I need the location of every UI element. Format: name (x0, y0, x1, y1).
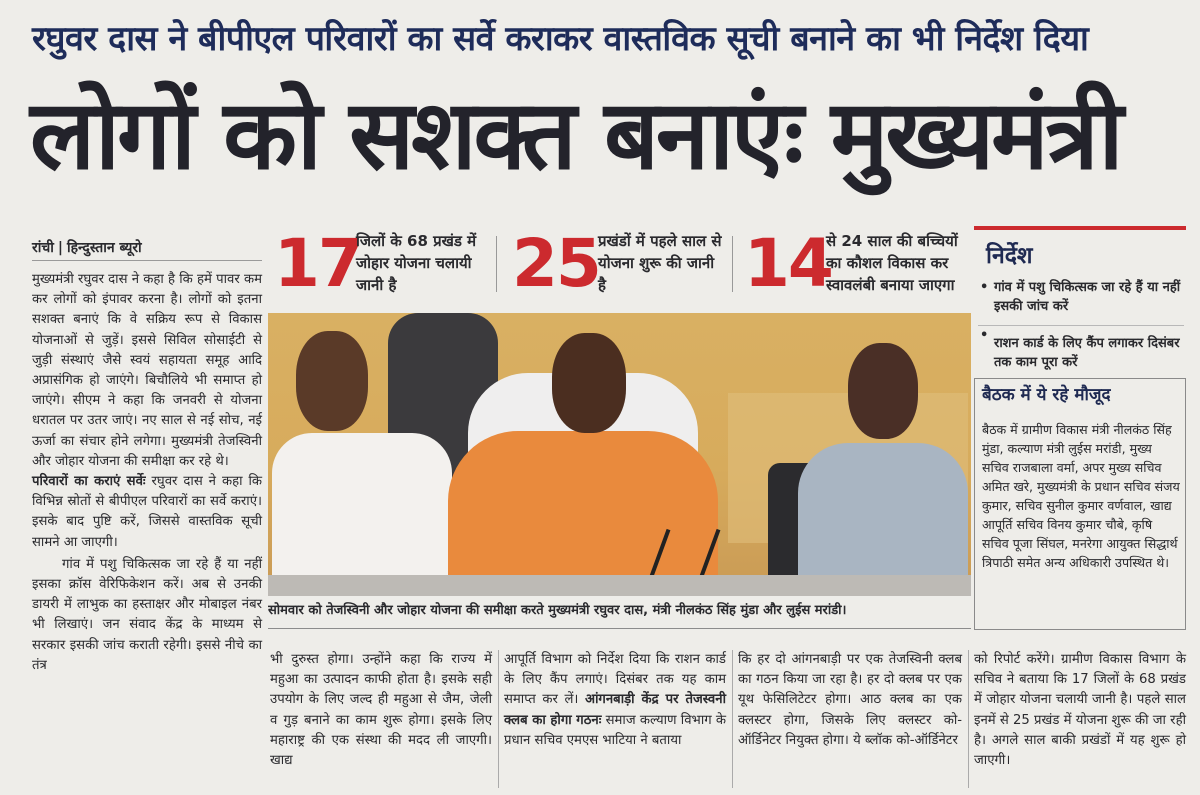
column-divider (968, 650, 969, 788)
photo-person-left (272, 433, 452, 596)
stat-text: जिलों के 68 प्रखंड में जोहार योजना चलायी जानी है (356, 232, 477, 294)
stat-divider (496, 236, 497, 292)
caption-rule (268, 628, 971, 629)
dateline-separator: | (57, 240, 63, 256)
stat-number: 17 (274, 225, 362, 302)
list-item-text: राशन कार्ड के लिए कैंप लगाकर दिसंबर तक काम पूरा करें (994, 336, 1180, 370)
bottom-column-3: कि हर दो आंगनबाड़ी पर एक तेजस्विनी क्लब का गठन किया जा रहा है। हर दो क्लब पर एक यूथ फेसिलिटेटर होगा। आठ क्लब का एक क्लस्टर होगा, जिसके लिए क्लस्टर को-ऑर्डिनेटर नियुक्त होगा। ये ब्लॉक को-ऑर्डिनेटर (738, 652, 962, 748)
photo-person-left-head (296, 331, 368, 431)
stat-divider (732, 236, 733, 292)
dateline-rule (32, 260, 262, 261)
list-item (978, 278, 1184, 316)
list-item-text: गांव में पशु चिकित्सक जा रहे हैं या नहीं इसकी जांच करें (994, 280, 1181, 314)
body-paragraph: मुख्यमंत्री रघुवर दास ने कहा है कि हमें पावर कम कर लोगों को इंपावर करना है। लोगों को इतना सशक्त बनाएं कि वे सक्रिय रूप से विकास योजनाओं से जुड़ें। इससे सिविल सोसाईटी से जुड़ी संस्थाएं जैसे स्वयं सहायता समूह आदि अप्रासंगिक हो जाएंगे। बिचौलिये भी समाप्त हो जाएंगे। सीएम ने कहा कि जनवरी से योजना धरातल पर उतर जाएं। नए साल से नई सोच, नई ऊर्जा का संचार होने लगेगा। मुख्यमंत्री तेजस्विनी और जोहार योजना की समीक्षा कर रहे थे। (32, 272, 262, 469)
sidebar-heading: निर्देश (986, 243, 1033, 269)
list-item (978, 325, 1184, 372)
stat-text: प्रखंडों में पहले साल से योजना शुरू की जानी है (598, 232, 722, 294)
body-paragraph (32, 472, 262, 553)
kicker-headline: रघुवर दास ने बीपीएल परिवारों का सर्वे कराकर वास्तविक सूची बनाने का भी निर्देश दिया (32, 19, 1089, 59)
stat-text: से 24 साल की बच्चियों का कौशल विकास कर स्वावलंबी बनाया जाएगा (826, 232, 958, 294)
stat-block-1 (274, 226, 494, 306)
stat-block-3 (744, 226, 970, 306)
bottom-column-1: भी दुरुस्त होगा। उन्होंने कहा कि राज्य में महुआ का उत्पादन काफी होता है। इसके सही उपयोग के लिए जल्द ही महुआ से जैम, जेली व गुड़ बनाने का काम शुरू होगा। इसके लिए महाराष्ट्र की एक संस्था की मदद ली जाएगी। खाद्य (270, 652, 492, 769)
bullet-icon: • (980, 280, 989, 295)
body-text: आपूर्ति विभाग को निर्देश दिया कि राशन कार्ड के लिए कैंप लगाएं। दिसंबर तक यह काम समाप्त कर लें। (504, 652, 726, 708)
body-text: रघुवर दास ने कहा कि विभिन्न स्रोतों से बीपीएल परिवारों का सर्वे कराएं। इसके बाद पुष्टि करें, जिससे वास्तविक सूची सामने आ जाएगी। (32, 474, 262, 550)
photo-caption: सोमवार को तेजस्विनी और जोहार योजना की समीक्षा करते मुख्यमंत्री रघुवर दास, मंत्री नीलकंठ सिंह मुंडा और लुईस मरांडी। (268, 603, 847, 618)
bottom-column-2 (504, 650, 726, 790)
body-text: समाज कल्याण विभाग के प्रधान सचिव एमएस भाटिया ने बताया (504, 712, 726, 748)
dateline-byline: हिन्दुस्तान ब्यूरो (67, 240, 142, 256)
photo-table (268, 575, 971, 596)
stat-number: 25 (512, 225, 600, 302)
column-divider (498, 650, 499, 788)
stat-block-2 (512, 226, 732, 306)
attendees-box-text: बैठक में ग्रामीण विकास मंत्री नीलकंठ सिंह मुंडा, कल्याण मंत्री लुईस मरांडी, मुख्य सचिव राजबाला वर्मा, अपर मुख्य सचिव अमित खरे, मुख्यमंत्री के प्रधान सचिव संजय कुमार, सचिव सुनील कुमार वर्णवाल, खाद्य आपूर्ति सचिव विनय कुमार चौबे, कृषि सचिव पूजा सिंघल, मनरेगा आयुक्त सिद्धार्थ त्रिपाठी समेत अन्य अधिकारी उपस्थित थे। (982, 422, 1180, 570)
main-headline: लोगों को सशक्त बनाएंः मुख्यमंत्री (30, 79, 1121, 191)
directive-list (978, 278, 1184, 381)
photo-person-right (798, 443, 968, 596)
sidebar-accent-rule (974, 226, 1186, 230)
photo-person-right-head (848, 343, 918, 439)
column-divider (732, 650, 733, 788)
body-paragraph: गांव में पशु चिकित्सक जा रहे हैं या नहीं इसका क्रॉस वेरिफिकेशन करें। अब से उनकी डायरी में लाभुक का हस्ताक्षर और मोबाइल नंबर भी लिखाएं। जन संवाद केंद्र के माध्यम से सरकार इसकी जांच कराती रहेगी। इससे नीचे का तंत्र (32, 556, 262, 673)
bottom-column-4: को रिपोर्ट करेंगे। ग्रामीण विकास विभाग के सचिव ने बताया कि 17 जिलों के 68 प्रखंड में जोहार योजना चलायी जानी है। पहले साल इनमें से 25 प्रखंड में योजना शुरू की जा रही है। अगले साल बाकी प्रखंडों में यह शुरू हो जाएगी। (974, 652, 1186, 769)
attendees-box-title: बैठक में ये रहे मौजूद (982, 385, 1111, 405)
news-photo (268, 313, 971, 596)
subheading: परिवारों का कराएं सर्वेः (32, 474, 146, 490)
left-column (32, 270, 262, 676)
subheading: आंगनबाड़ी केंद्र पर तेजस्वनी क्लब का होगा गठनः (504, 692, 726, 728)
stat-number: 14 (744, 225, 832, 302)
photo-person-center-head (552, 333, 626, 433)
dateline (32, 238, 262, 257)
photo-person-center (448, 431, 718, 596)
dateline-place: रांची (32, 240, 54, 256)
bullet-icon: • (980, 328, 989, 343)
